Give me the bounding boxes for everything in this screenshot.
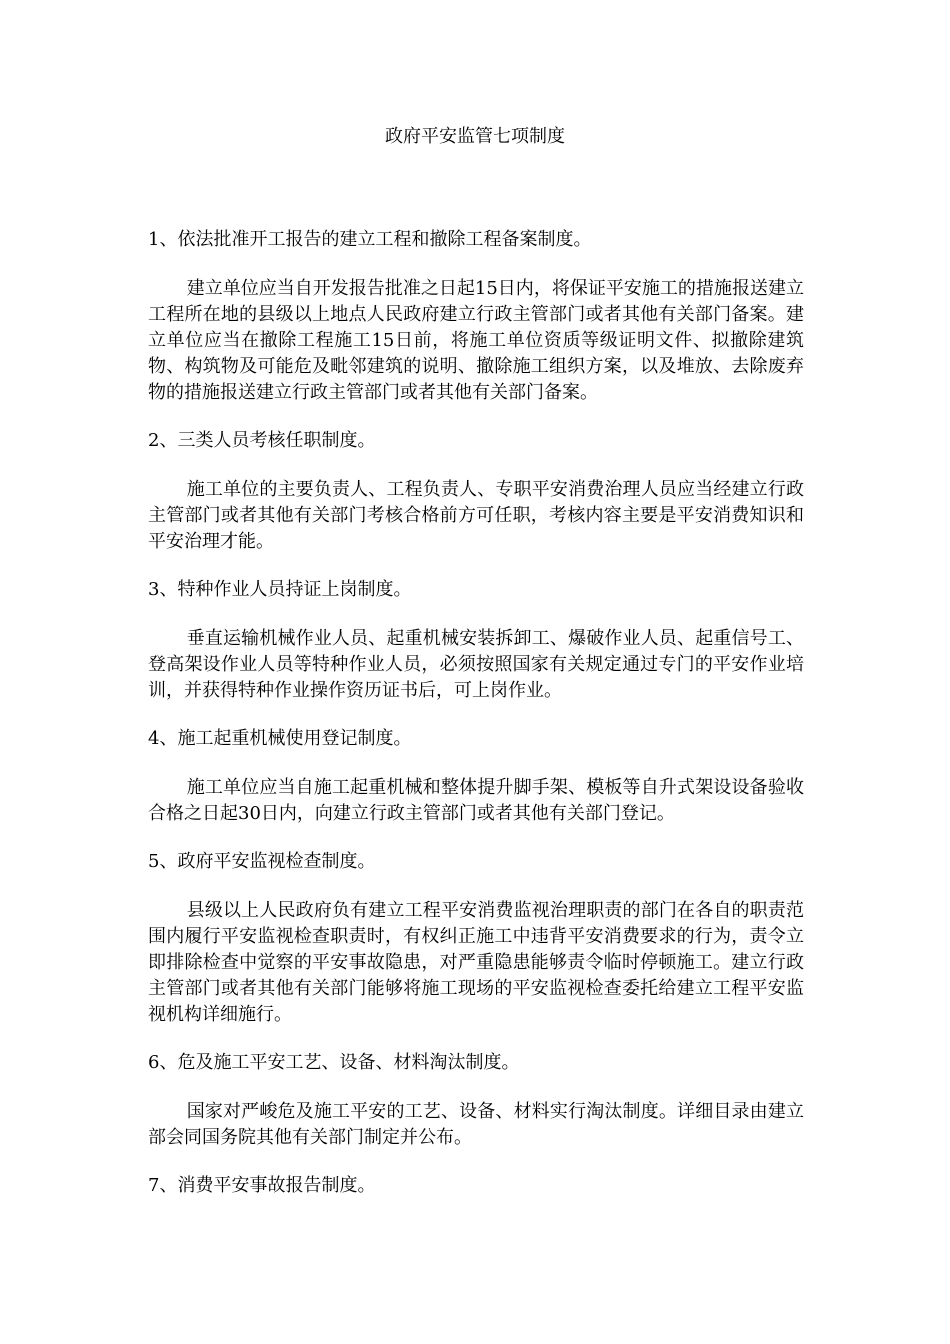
section-heading: 1、依法批准开工报告的建立工程和撤除工程备案制度。: [148, 229, 592, 250]
section-heading: 6、危及施工平安工艺、设备、材料淘汰制度。: [148, 1052, 520, 1073]
section-1: [148, 227, 804, 406]
section-6: [148, 1050, 804, 1151]
section-paragraph: 县级以上人民政府负有建立工程平安消费监视治理职责的部门在各自的职责范围内履行平安监视检查职责时，有权纠正施工中违背平安消费要求的行为，责令立即排除检查中觉察的平安事故隐患，对严重隐患能够责令临时停顿施工。建立行政主管部门或者其他有关部门能够将施工现场的平安监视检查委托给建立工程平安监视机构详细施行。: [148, 900, 804, 1025]
section-paragraph: 国家对严峻危及施工平安的工艺、设备、材料实行淘汰制度。详细目录由建立部会同国务院其他有关部门制定并公布。: [148, 1101, 804, 1148]
document-title: 政府平安监管七项制度: [385, 126, 565, 147]
section-heading: 2、三类人员考核任职制度。: [148, 430, 376, 451]
section-paragraph: 施工单位的主要负责人、工程负责人、专职平安消费治理人员应当经建立行政主管部门或者其他有关部门考核合格前方可任职，考核内容主要是平安消费知识和平安治理才能。: [148, 479, 804, 552]
section-heading: 3、特种作业人员持证上岗制度。: [148, 579, 412, 600]
section-7: [148, 1173, 804, 1199]
section-2: [148, 428, 804, 555]
section-heading: 5、政府平安监视检查制度。: [148, 851, 376, 872]
section-4: [148, 726, 804, 827]
section-5: [148, 849, 804, 1028]
document-body: [148, 227, 804, 1222]
section-heading: 4、施工起重机械使用登记制度。: [148, 728, 412, 749]
section-heading: 7、消费平安事故报告制度。: [148, 1175, 376, 1196]
section-paragraph: 施工单位应当自施工起重机械和整体提升脚手架、模板等自升式架设设备验收合格之日起30日内，向建立行政主管部门或者其他有关部门登记。: [148, 777, 804, 824]
section-paragraph: 垂直运输机械作业人员、起重机械安装拆卸工、爆破作业人员、起重信号工、登高架设作业人员等特种作业人员，必须按照国家有关规定通过专门的平安作业培训，并获得特种作业操作资历证书后，可上岗作业。: [148, 628, 804, 701]
section-3: [148, 577, 804, 704]
section-paragraph: 建立单位应当自开发报告批准之日起15日内，将保证平安施工的措施报送建立工程所在地的县级以上地点人民政府建立行政主管部门或者其他有关部门备案。建立单位应当在撤除工程施工15日前，将施工单位资质等级证明文件、拟撤除建筑物、构筑物及可能危及毗邻建筑的说明、撤除施工组织方案，以及堆放、去除废弃物的措施报送建立行政主管部门或者其他有关部门备案。: [148, 278, 804, 403]
